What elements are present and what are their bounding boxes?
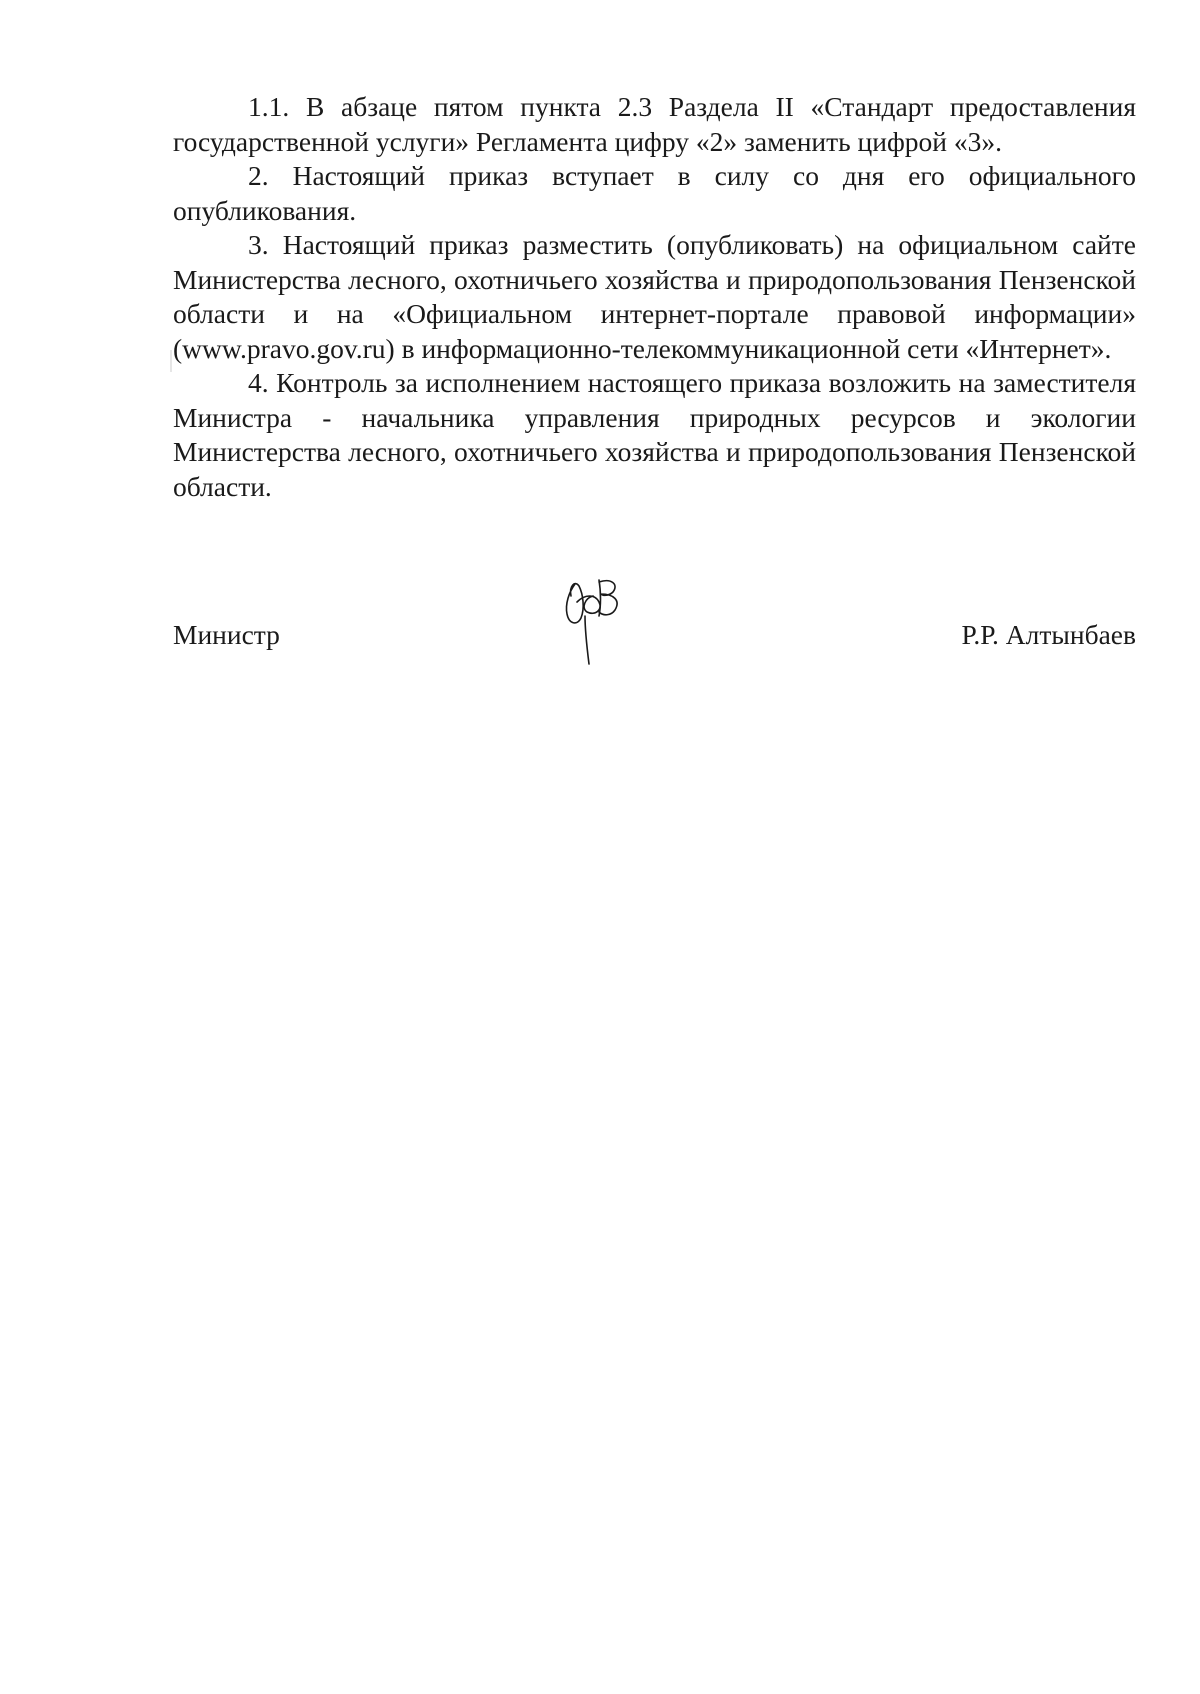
paragraph-4: 4. Контроль за исполнением настоящего приказа возложить на заместителя Министра - начальника управления природных ресурсов и экологии Министерства лесного, охотничьего хозяйства и природопользования Пензенской области. — [173, 367, 1136, 502]
paragraph-2: 2. Настоящий приказ вступает в силу со дня его официального опубликования. — [173, 160, 1136, 226]
handwritten-signature — [555, 572, 635, 667]
signer-name: Р.Р. Алтынбаев — [961, 619, 1136, 650]
document-body — [173, 90, 1136, 504]
paragraph-3: 3. Настоящий приказ разместить (опубликовать) на официальном сайте Министерства лесного, охотничьего хозяйства и природопользования Пензенской области и на «Официальном интернет-портале правовой информации» (www.pravo.gov.ru) в информационно-телекоммуникационной сети «Интернет». — [173, 229, 1136, 364]
paragraph-1-1: 1.1. В абзаце пятом пункта 2.3 Раздела II «Стандарт предоставления государственной услуги» Регламента цифру «2» заменить цифрой «3». — [173, 91, 1136, 157]
scan-artifact — [170, 350, 172, 372]
signature-block — [173, 618, 1136, 668]
signer-position: Министр — [173, 619, 280, 650]
